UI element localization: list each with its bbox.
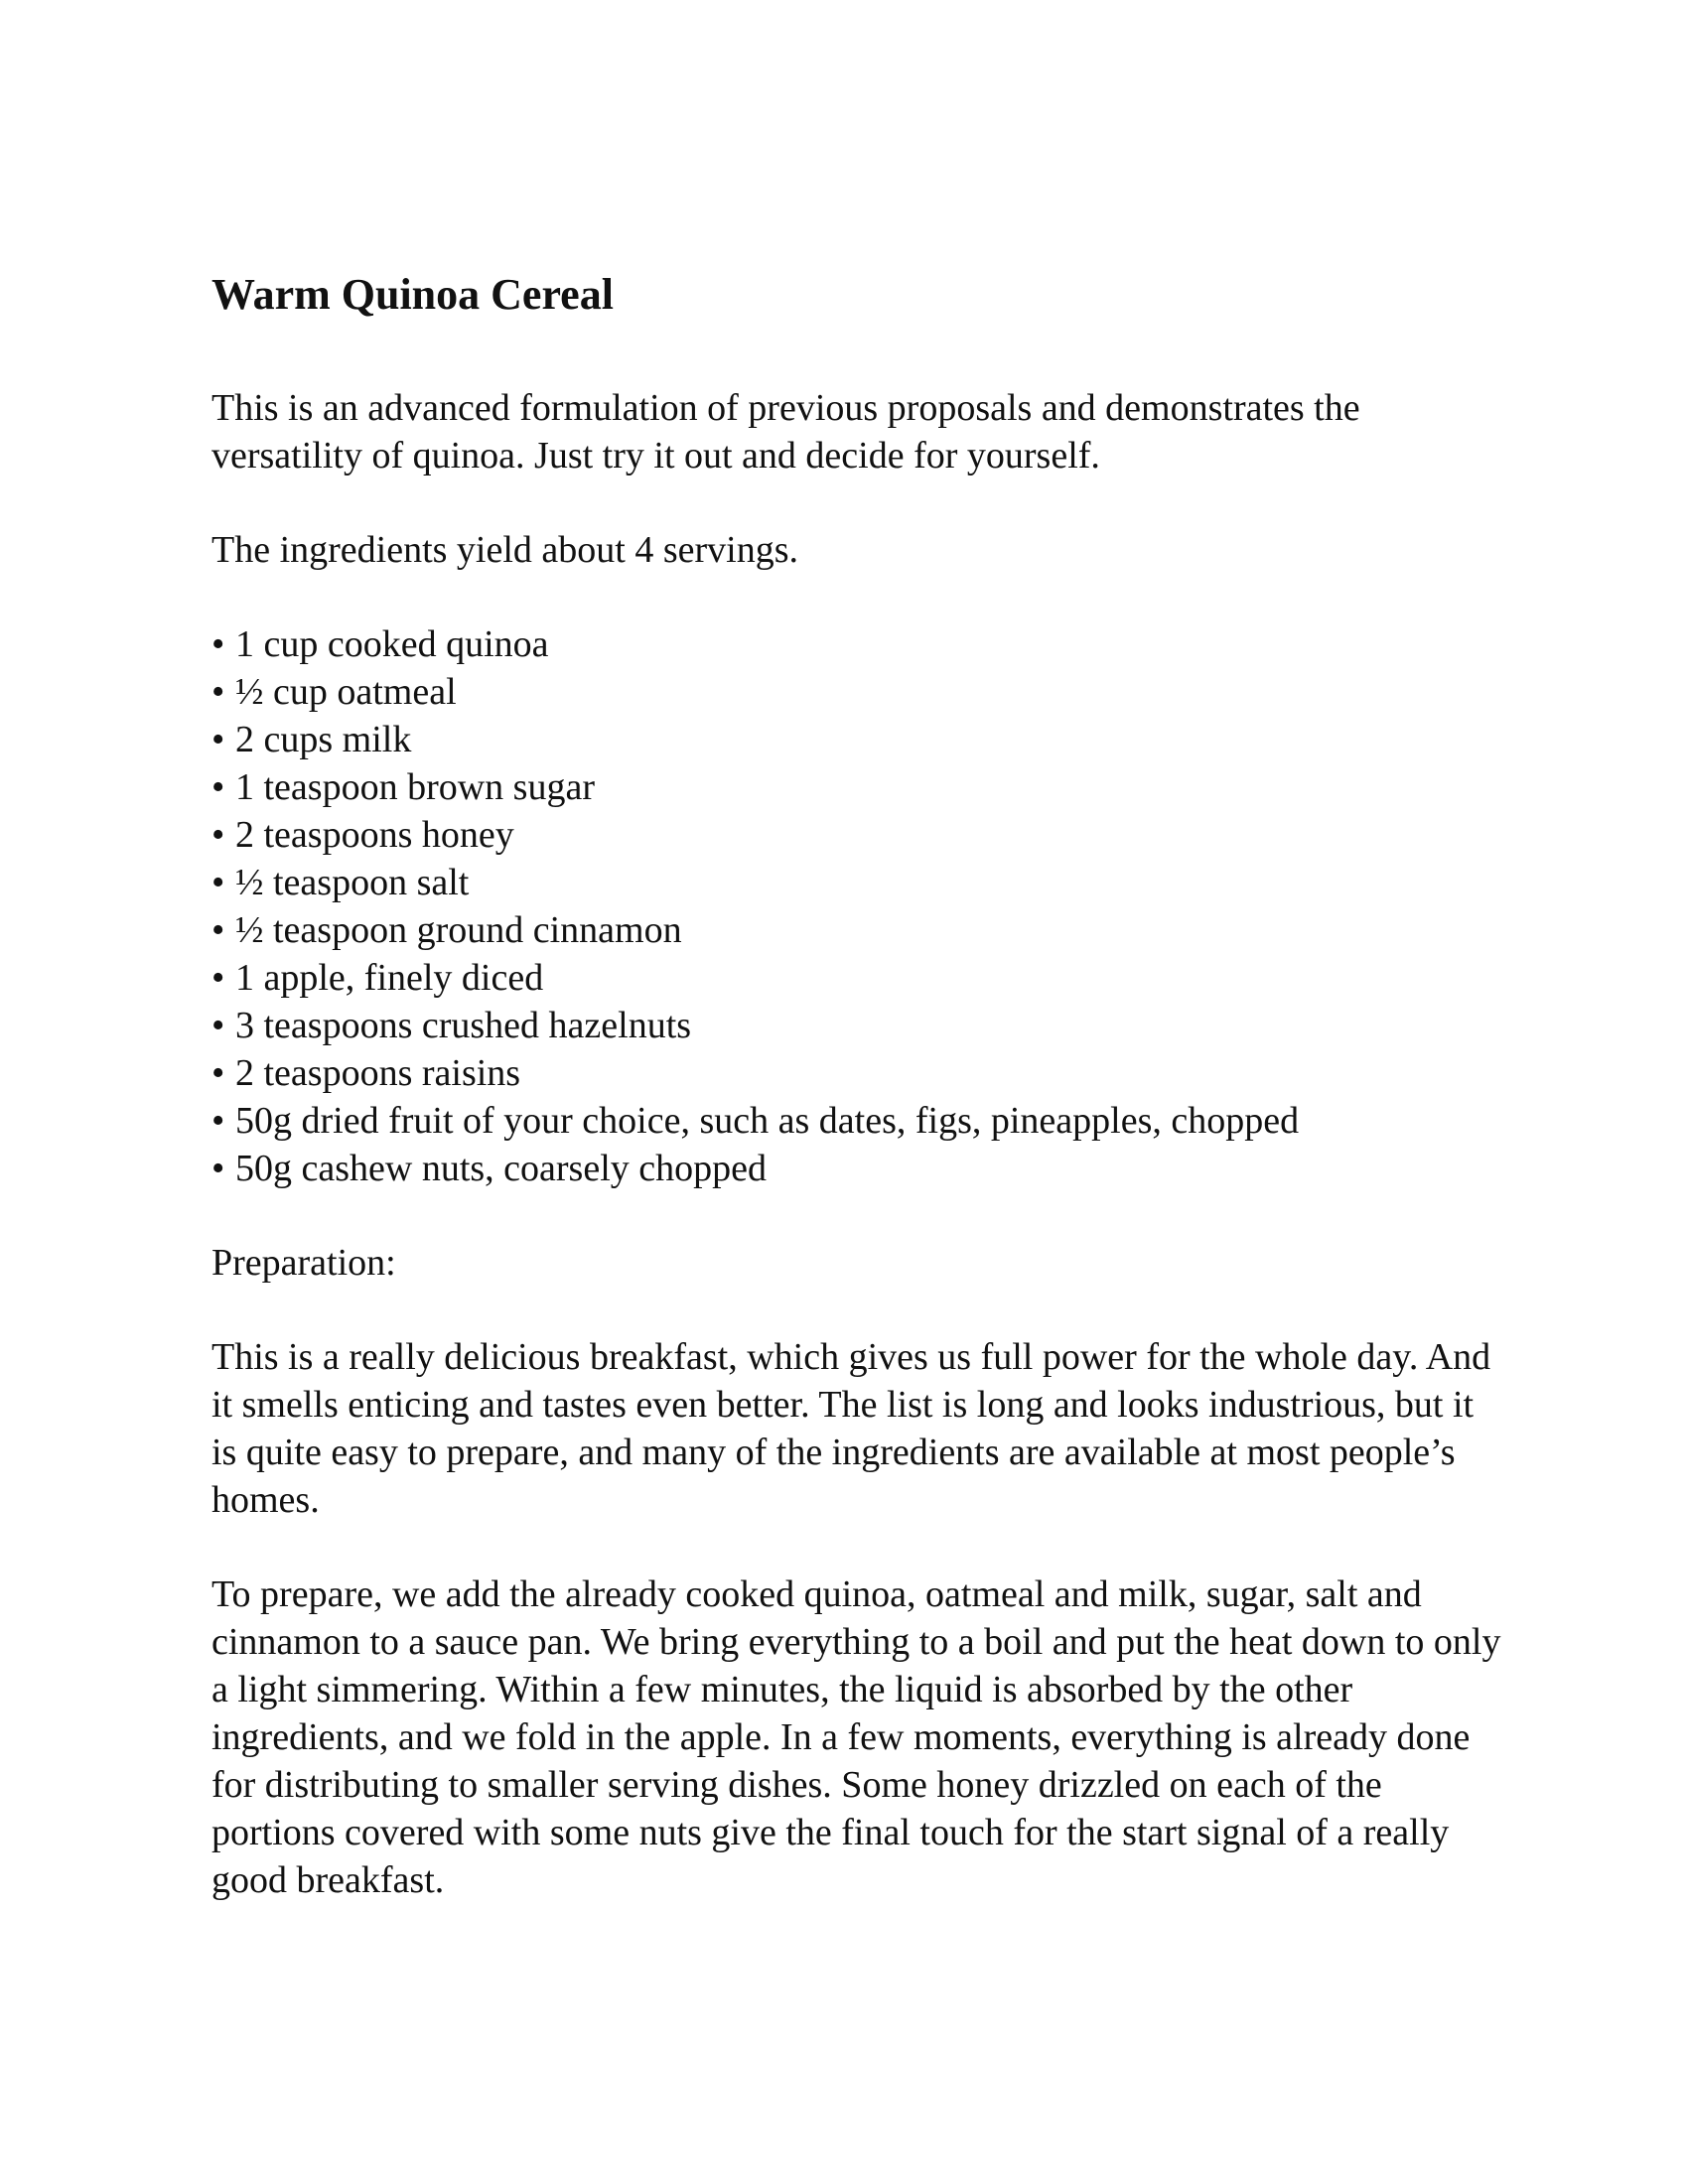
ingredient-item: [211, 1145, 1502, 1192]
preparation-paragraph: To prepare, we add the already cooked quinoa, oatmeal and milk, sugar, salt and cinnamon to a sauce pan. We bring everything to a boil and put the heat down to only a light simmering. Within a few minutes, the liquid is absorbed by the other ingredients, and we fold in the apple. In a few moments, everything is already done for distributing to smaller serving dishes. Some honey drizzled on each of the portions covered with some nuts give the final touch for the start signal of a really good breakfast.: [211, 1573, 1501, 1901]
ingredient-item: [211, 859, 1502, 906]
ingredient-item: [211, 1097, 1502, 1145]
bullet-glyph: •: [211, 862, 225, 903]
ingredient-text: 2 cups milk: [235, 719, 412, 760]
recipe-title: Warm Quinoa Cereal: [211, 270, 614, 319]
ingredient-text: 2 teaspoons raisins: [235, 1052, 521, 1094]
intro-paragraph: This is an advanced formulation of previous proposals and demonstrates the versatility of quinoa. Just try it out and decide for yourself.: [211, 387, 1360, 477]
bullet-glyph: •: [211, 719, 225, 760]
ingredient-text: 1 cup cooked quinoa: [235, 623, 549, 665]
ingredient-text: ½ teaspoon ground cinnamon: [235, 909, 682, 951]
ingredient-item: [211, 954, 1502, 1002]
ingredient-item: [211, 811, 1502, 859]
ingredient-text: ½ cup oatmeal: [235, 671, 457, 713]
bullet-glyph: •: [211, 957, 225, 999]
ingredient-text: 1 teaspoon brown sugar: [235, 766, 595, 808]
bullet-glyph: •: [211, 623, 225, 665]
preparation-paragraph: This is a really delicious breakfast, which gives us full power for the whole day. And it smells enticing and tastes even better. The list is long and looks industrious, but it is quite easy to prepare, and many of the ingredients are available at most people’s homes.: [211, 1336, 1491, 1521]
document-page: [211, 270, 1502, 1904]
preparation-heading: Preparation:: [211, 1242, 396, 1284]
ingredient-text: 3 teaspoons crushed hazelnuts: [235, 1005, 692, 1046]
ingredient-item: [211, 668, 1502, 716]
ingredient-item: [211, 1049, 1502, 1097]
ingredient-text: 50g dried fruit of your choice, such as dates, figs, pineapples, chopped: [235, 1100, 1300, 1142]
bullet-glyph: •: [211, 766, 225, 808]
bullet-glyph: •: [211, 1100, 225, 1142]
ingredient-item: [211, 716, 1502, 763]
bullet-glyph: •: [211, 814, 225, 856]
bullet-glyph: •: [211, 671, 225, 713]
ingredient-item: [211, 1002, 1502, 1049]
ingredient-item: [211, 620, 1502, 668]
ingredient-text: 50g cashew nuts, coarsely chopped: [235, 1148, 768, 1189]
bullet-glyph: •: [211, 1005, 225, 1046]
bullet-glyph: •: [211, 1052, 225, 1094]
bullet-glyph: •: [211, 909, 225, 951]
bullet-glyph: •: [211, 1148, 225, 1189]
ingredient-text: 2 teaspoons honey: [235, 814, 514, 856]
ingredient-text: 1 apple, finely diced: [235, 957, 544, 999]
ingredient-text: ½ teaspoon salt: [235, 862, 470, 903]
ingredient-list: [211, 620, 1502, 1192]
yield-text: The ingredients yield about 4 servings.: [211, 529, 798, 571]
ingredient-item: [211, 763, 1502, 811]
ingredient-item: [211, 906, 1502, 954]
